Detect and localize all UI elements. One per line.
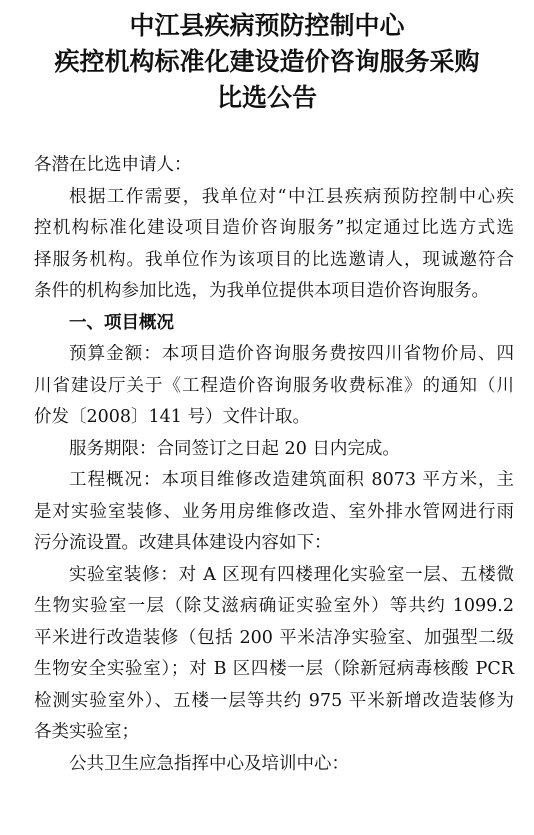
intro-paragraph-line-3: 择服务机构。我单位作为该项目的比选邀请人，现诚邀符合 bbox=[34, 249, 514, 270]
intro-paragraph-line-2: 控机构标准化建设项目造价咨询服务”拟定通过比选方式选 bbox=[34, 218, 514, 238]
lab-paragraph-line-6: 各类实验室； bbox=[34, 722, 139, 742]
intro-paragraph-line-4: 条件的机构参加比选，为我单位提供本项目造价咨询服务。 bbox=[34, 281, 489, 301]
service-period-line: 服务期限：合同签订之日起 20 日内完成。 bbox=[69, 438, 400, 459]
title-line-3: 比选公告 bbox=[216, 83, 317, 112]
lab-paragraph-line-4: 生物安全实验室）；对 B 区四楼一层（除新冠病毒核酸 PCR bbox=[34, 659, 514, 679]
title-line-2: 疾控机构标准化建设造价咨询服务采购 bbox=[54, 47, 480, 76]
title-line-1: 中江县疾病预防控制中心 bbox=[129, 11, 405, 40]
section-heading-project-overview: 一、项目概况 bbox=[69, 312, 174, 333]
budget-paragraph-line-3: 价发〔2008〕141 号）文件计取。 bbox=[34, 407, 311, 427]
overview-paragraph-line-2: 是对实验室装修、业务用房维修改造、室外排水管网进行雨 bbox=[34, 501, 514, 522]
document-body bbox=[34, 150, 514, 780]
overview-paragraph-line-1: 工程概况：本项目维修改造建筑面积 8073 平方米，主 bbox=[69, 470, 514, 490]
intro-paragraph-line-1: 根据工作需要，我单位对“中江县疾病预防控制中心疾 bbox=[69, 186, 514, 207]
budget-paragraph-line-1: 预算金额：本项目造价咨询服务费按四川省物价局、四 bbox=[69, 344, 514, 364]
lab-paragraph-line-3: 平米进行改造装修（包括 200 平米洁净实验室、加强型二级 bbox=[34, 627, 514, 648]
command-center-line: 公共卫生应急指挥中心及培训中心： bbox=[69, 753, 349, 774]
salutation: 各潜在比选申请人： bbox=[34, 155, 192, 175]
budget-paragraph-line-2: 川省建设厅关于《工程造价咨询服务收费标准》的通知（川 bbox=[34, 375, 514, 396]
lab-paragraph-line-2: 生物实验室一层（除艾滋病确证实验室外）等共约 1099.2 bbox=[34, 596, 514, 616]
overview-paragraph-line-3: 污分流设置。改建具体建设内容如下： bbox=[34, 533, 332, 553]
lab-paragraph-line-1: 实验室装修：对 A 区现有四楼理化实验室一层、五楼微 bbox=[69, 564, 514, 585]
document-title bbox=[0, 8, 534, 116]
lab-paragraph-line-5: 检测实验室外）、五楼一层等共约 975 平米新增改造装修为 bbox=[34, 690, 514, 711]
